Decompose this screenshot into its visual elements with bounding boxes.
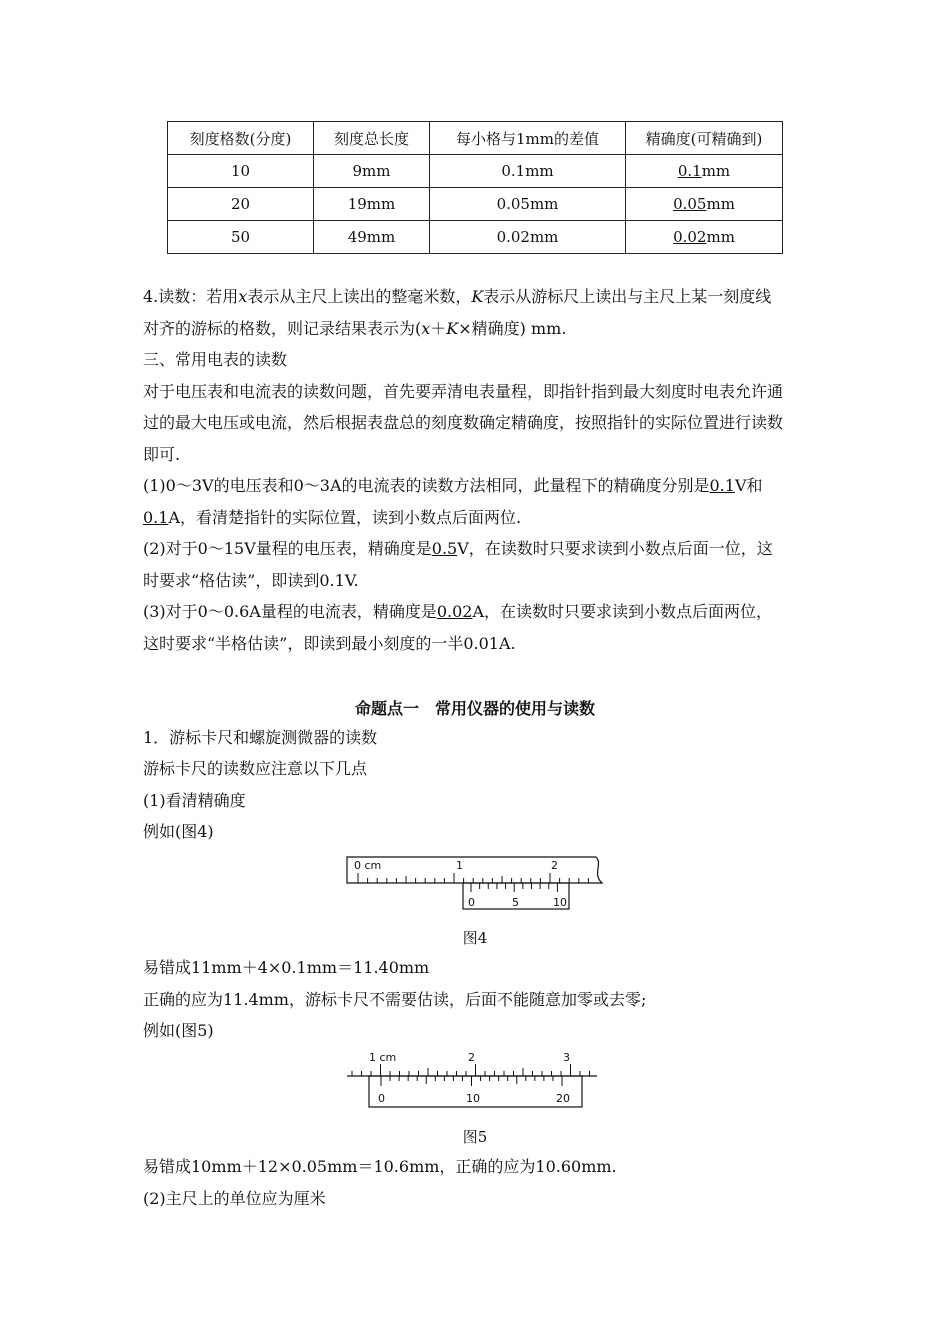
- table-header-row: [168, 122, 783, 155]
- cell: 20: [168, 188, 314, 221]
- section-heading: 命题点一 常用仪器的使用与读数: [354, 699, 595, 718]
- vernier-figure-4: [340, 852, 615, 914]
- cell: 50: [168, 221, 314, 254]
- ex4: 例如(图4): [143, 822, 214, 841]
- cell: 0.1mm: [626, 155, 783, 188]
- cell: 0.05mm: [430, 188, 626, 221]
- figure-caption: 图4: [462, 929, 488, 947]
- p2-line2: 时要求“格估读”，即读到0.1V.: [143, 571, 359, 590]
- col-header: 刻度格数(分度): [168, 122, 314, 155]
- item4-line2: 对齐的游标的格数，则记录结果表示为(x＋K×精确度) mm.: [143, 319, 567, 338]
- s1: 1．游标卡尺和螺旋测微器的读数: [143, 728, 378, 747]
- table-row: [168, 221, 783, 254]
- table-row: [168, 155, 783, 188]
- vernier-label: 20: [556, 1092, 570, 1105]
- p2-line1: (2)对于0～15V量程的电压表，精确度是0.5V，在读数时只要求读到小数点后面一位，这: [143, 539, 773, 558]
- item4-line1: 4.读数：若用x表示从主尺上读出的整毫米数，K表示从游标尺上读出与主尺上某一刻度线: [143, 287, 772, 306]
- s4: (2)主尺上的单位应为厘米: [143, 1189, 326, 1208]
- cell: 49mm: [314, 221, 430, 254]
- vernier-label: 10: [553, 896, 567, 909]
- vernier-label: 0: [378, 1092, 385, 1105]
- cell: 0.02mm: [626, 221, 783, 254]
- intro-line: 即可.: [143, 445, 181, 464]
- err4: 易错成11mm＋4×0.1mm＝11.40mm: [143, 958, 430, 977]
- s3: (1)看清精确度: [143, 791, 246, 810]
- col-header: 精确度(可精确到): [626, 122, 783, 155]
- figure-caption: 图5: [462, 1128, 488, 1146]
- vernier-label: 5: [512, 896, 519, 909]
- cell: 19mm: [314, 188, 430, 221]
- main-scale-label: 0 cm: [354, 859, 382, 872]
- p3-line2: 这时要求“半格估读”，即读到最小刻度的一半0.01A.: [143, 634, 516, 653]
- cell: 0.1mm: [430, 155, 626, 188]
- main-scale-label: 1: [456, 859, 463, 872]
- ex5: 例如(图5): [143, 1021, 214, 1040]
- section-title: 三、常用电表的读数: [143, 350, 288, 369]
- main-scale-label: 2: [468, 1051, 475, 1064]
- cell: 9mm: [314, 155, 430, 188]
- col-header: 每小格与1mm的差值: [430, 122, 626, 155]
- table-row: [168, 188, 783, 221]
- s2: 游标卡尺的读数应注意以下几点: [143, 759, 368, 778]
- vernier-table: [167, 121, 783, 254]
- main-scale-label: 2: [551, 859, 558, 872]
- intro-line: 对于电压表和电流表的读数问题，首先要弄清电表量程，即指针指到最大刻度时电表允许通: [143, 382, 784, 401]
- vernier-label: 0: [468, 896, 475, 909]
- intro-line: 过的最大电压或电流，然后根据表盘总的刻度数确定精确度，按照指针的实际位置进行读数: [143, 413, 784, 432]
- p1-line1: (1)0～3V的电压表和0～3A的电流表的读数方法相同，此量程下的精确度分别是0.1V和: [143, 476, 763, 495]
- p1-line2: 0.1A，看清楚指针的实际位置，读到小数点后面两位.: [143, 508, 522, 527]
- vernier-label: 10: [466, 1092, 480, 1105]
- cell: 0.02mm: [430, 221, 626, 254]
- cell: 10: [168, 155, 314, 188]
- main-scale-label: 1 cm: [369, 1051, 397, 1064]
- col-header: 刻度总长度: [314, 122, 430, 155]
- err5: 易错成10mm＋12×0.05mm＝10.6mm，正确的应为10.60mm.: [143, 1157, 617, 1176]
- p3-line1: (3)对于0～0.6A量程的电流表，精确度是0.02A，在读数时只要求读到小数点后面两位，: [143, 602, 773, 621]
- vernier-figure-5: [340, 1046, 605, 1112]
- main-scale-label: 3: [563, 1051, 570, 1064]
- right4: 正确的应为11.4mm，游标卡尺不需要估读，后面不能随意加零或去零;: [143, 990, 647, 1009]
- cell: 0.05mm: [626, 188, 783, 221]
